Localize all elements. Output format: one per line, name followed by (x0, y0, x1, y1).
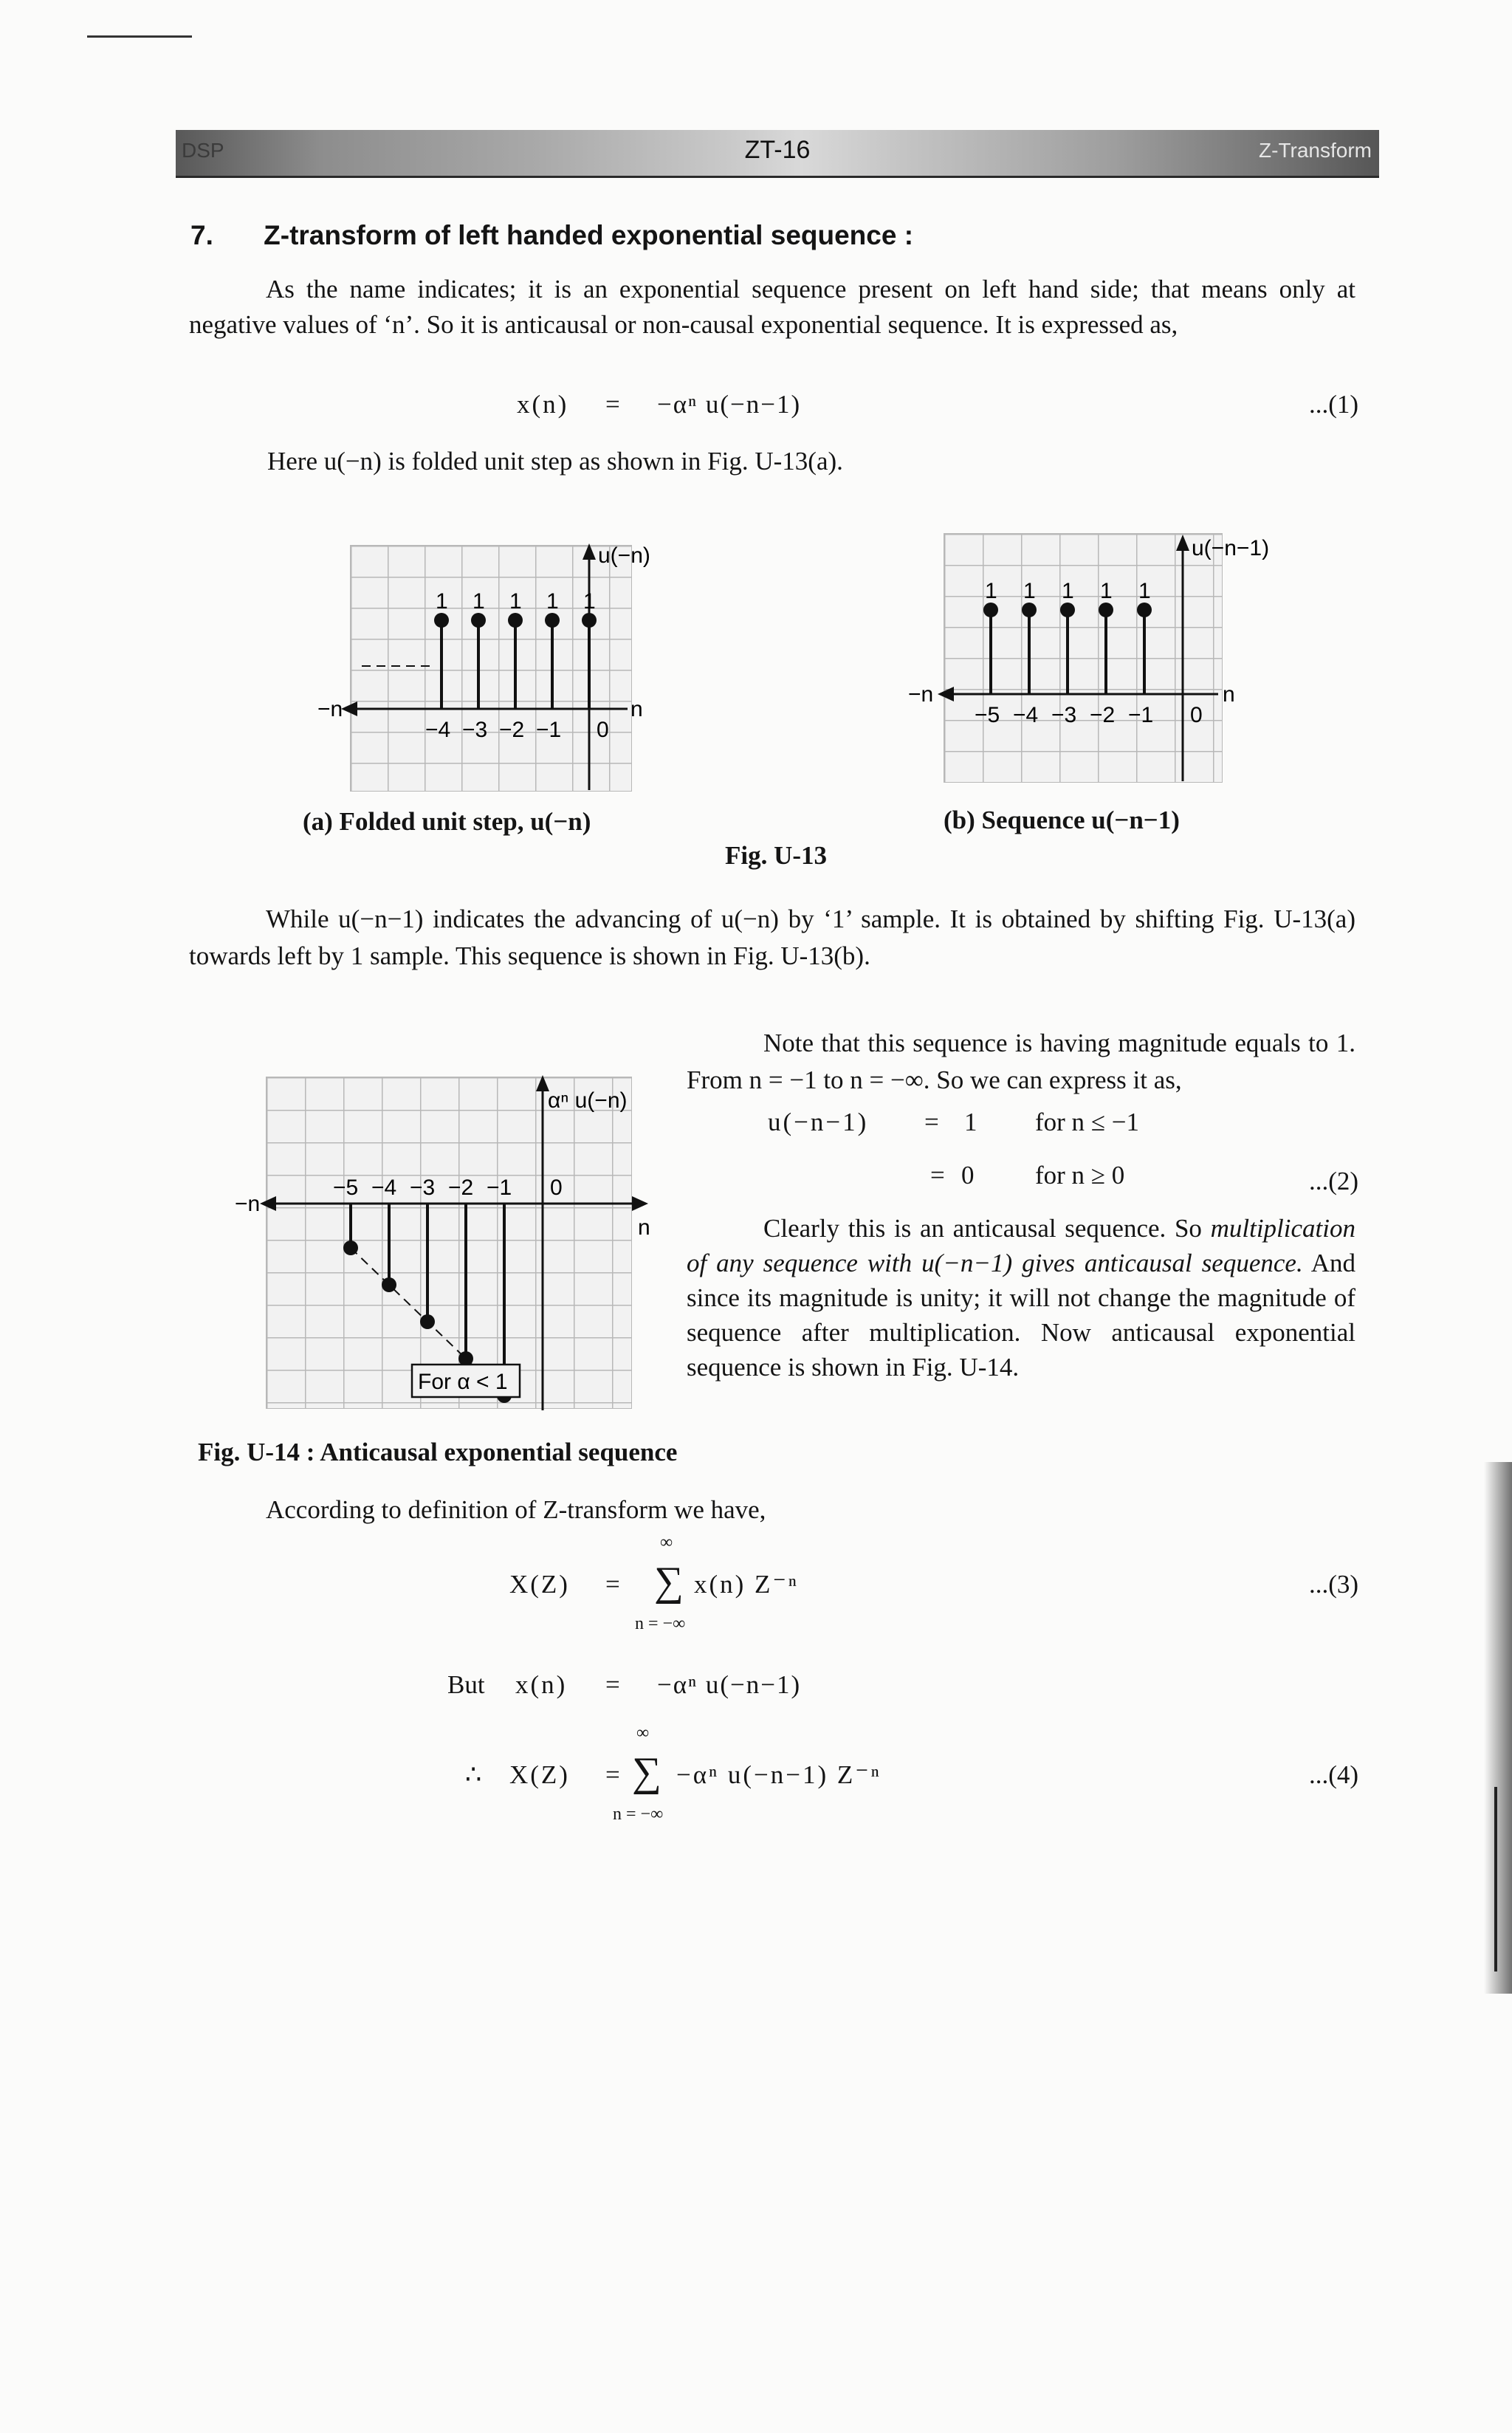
equation-4 (465, 1720, 1358, 1839)
fig14-x-label: n (638, 1215, 650, 1240)
fig14-tick-label: −1 (487, 1176, 512, 1200)
fig13a-value-label: 1 (583, 589, 596, 614)
anticausal-emphasis: multiplication of any sequence with u(−n−1) gives anticausal sequence. (687, 1214, 1355, 1277)
eq4-lower: n = −∞ (613, 1805, 664, 1824)
eq4-sigma: ∑ (632, 1749, 662, 1795)
fig13a-sample-point (582, 613, 597, 628)
therefore-symbol: ∴ (465, 1760, 482, 1789)
fig13b-sample-point (1137, 603, 1152, 617)
eq3-lower: n = −∞ (635, 1614, 686, 1633)
eq4-rhs: −αⁿ u(−n−1) Z⁻ⁿ (676, 1760, 882, 1789)
running-header (176, 130, 1379, 178)
eq2-cond-1: for n ≤ −1 (1035, 1108, 1140, 1136)
anticausal-text-2: And since its magnitude is unity; it will not change the magnitude of sequence after multiplication. Now anticausal exponential sequence is shown in Fig. U-14. (687, 1249, 1355, 1382)
fig14-note: For α < 1 (418, 1370, 508, 1394)
fig13b-tick-label: 0 (1190, 703, 1203, 727)
fig14-tick-label: −3 (410, 1176, 436, 1200)
fig13b-sample-point (1022, 603, 1037, 617)
but-word: But (447, 1670, 485, 1699)
fig13b-sample-point (983, 603, 998, 617)
eq4-tag: ...(4) (1308, 1760, 1358, 1789)
fig14-tick-label: 0 (550, 1176, 563, 1200)
equation-1 (517, 390, 1358, 427)
fig13a-x-label: n (630, 697, 643, 721)
fig-u13a-graph (317, 532, 672, 797)
eq2-value-2: 0 (961, 1161, 975, 1190)
eq4-lhs: X(Z) (509, 1760, 570, 1789)
eq4-equals: = (605, 1760, 620, 1789)
equation-3 (509, 1530, 1358, 1648)
fig13a-neg-label: −n (317, 697, 343, 721)
shift-paragraph: While u(−n−1) indicates the advancing of u(−n) by ‘1’ sample. It is obtained by shifting Fig. U-13(a) towards left by 1 sample. This sequence is shown in Fig. U-13(b). (189, 905, 1355, 970)
fig13a-value-label: 1 (509, 589, 522, 614)
eq2-lhs: u(−n−1) (768, 1108, 869, 1136)
section-number: 7. (190, 220, 213, 250)
eq2-cond-2: for n ≥ 0 (1035, 1161, 1125, 1190)
fig13a-value-label: 1 (546, 589, 559, 614)
fig13b-tick-label: −4 (1013, 703, 1039, 727)
fig14-y-label: αⁿ u(−n) (548, 1088, 628, 1113)
note-paragraph: Note that this sequence is having magnitude equals to 1. From n = −1 to n = −∞. So we can express it as, (687, 1029, 1355, 1094)
fig13a-sample-point (508, 613, 523, 628)
fig13a-tick-label: −4 (425, 718, 451, 742)
fig-u14-graph (221, 1063, 679, 1418)
fig13b-neg-label: −n (908, 682, 934, 707)
fig-u14-caption: Fig. U-14 : Anticausal exponential sequence (198, 1438, 678, 1466)
section-heading (190, 220, 913, 251)
header-left-text: DSP (182, 139, 224, 162)
fig14-tick-label: −2 (448, 1176, 474, 1200)
intro-paragraph: As the name indicates; it is an exponential sequence present on left hand side; that means only at negative values of ‘n’. So it is anticausal or non-causal exponential sequence. It is expressed as, (189, 275, 1355, 339)
fig13b-tick-label: −1 (1128, 703, 1154, 727)
fig13b-value-label: 1 (1138, 579, 1151, 603)
eq3-sigma: ∑ (654, 1559, 684, 1605)
anticausal-paragraph (687, 1211, 1355, 1384)
fig13b-value-label: 1 (985, 579, 997, 603)
definition-paragraph: According to definition of Z-transform we have, (266, 1495, 766, 1524)
but-lhs: x(n) (515, 1670, 568, 1699)
fig13b-tick-label: −5 (975, 703, 1000, 727)
fig13a-y-label: u(−n) (598, 543, 650, 568)
eq3-lhs: X(Z) (509, 1570, 570, 1599)
fig-u13b-graph (908, 523, 1292, 789)
fig14-tick-label: −5 (333, 1176, 359, 1200)
page-edge-line (1494, 1787, 1497, 1972)
eq2-tag: ...(2) (1308, 1167, 1358, 1195)
fig13a-tick-label: −3 (462, 718, 488, 742)
fig13b-x-label: n (1223, 682, 1235, 707)
fig13a-tick-label: −1 (536, 718, 562, 742)
page-edge-shadow (1484, 1462, 1512, 1994)
fig13a-sample-point (545, 613, 560, 628)
fig13b-sample-point (1060, 603, 1075, 617)
eq3-rhs: x(n) Z⁻ⁿ (694, 1570, 799, 1599)
eq1-tag: ...(1) (1308, 390, 1358, 419)
fig13b-value-label: 1 (1023, 579, 1036, 603)
eq2-equals-2: = (930, 1161, 945, 1190)
fig13a-sample-point (471, 613, 486, 628)
fig13a-tick-label: −2 (499, 718, 525, 742)
fig13a-tick-label: 0 (597, 718, 609, 742)
fig13b-y-label: u(−n−1) (1192, 536, 1270, 560)
eq4-upper: ∞ (636, 1723, 650, 1743)
eq3-equals: = (605, 1570, 620, 1599)
but-rhs: −αⁿ u(−n−1) (657, 1670, 802, 1699)
fig14-tick-label: −4 (371, 1176, 397, 1200)
fig13a-sample-point (434, 613, 449, 628)
fig13b-tick-label: −2 (1090, 703, 1116, 727)
fig13b-value-label: 1 (1100, 579, 1113, 603)
fig-u13a-caption: (a) Folded unit step, u(−n) (303, 807, 591, 836)
fig13a-value-label: 1 (436, 589, 448, 614)
fig14-neg-label: −n (235, 1192, 261, 1216)
page-number: ZT-16 (744, 136, 811, 164)
section-title: Z-transform of left handed exponential sequence : (264, 220, 914, 250)
equation-2 (768, 1108, 1358, 1196)
eq2-equals-1: = (924, 1108, 939, 1136)
equation-but (447, 1670, 964, 1707)
but-equals: = (605, 1670, 620, 1699)
eq2-value-1: 1 (964, 1108, 977, 1136)
header-right-text: Z-Transform (1259, 139, 1372, 162)
top-rule (87, 35, 192, 38)
folded-step-paragraph: Here u(−n) is folded unit step as shown in Fig. U-13(a). (267, 447, 843, 476)
fig-u13b-caption: (b) Sequence u(−n−1) (944, 806, 1180, 834)
eq1-lhs: x(n) (517, 390, 569, 419)
eq3-tag: ...(3) (1308, 1570, 1358, 1599)
fig13b-tick-label: −3 (1051, 703, 1077, 727)
eq3-upper: ∞ (660, 1533, 673, 1552)
eq1-equals: = (605, 390, 620, 419)
eq1-rhs: −αⁿ u(−n−1) (657, 390, 802, 419)
fig-u13-title: Fig. U-13 (725, 841, 828, 870)
fig13b-value-label: 1 (1062, 579, 1074, 603)
fig13a-value-label: 1 (472, 589, 485, 614)
fig13b-sample-point (1099, 603, 1113, 617)
anticausal-text-1: Clearly this is an anticausal sequence. So (763, 1214, 1211, 1243)
